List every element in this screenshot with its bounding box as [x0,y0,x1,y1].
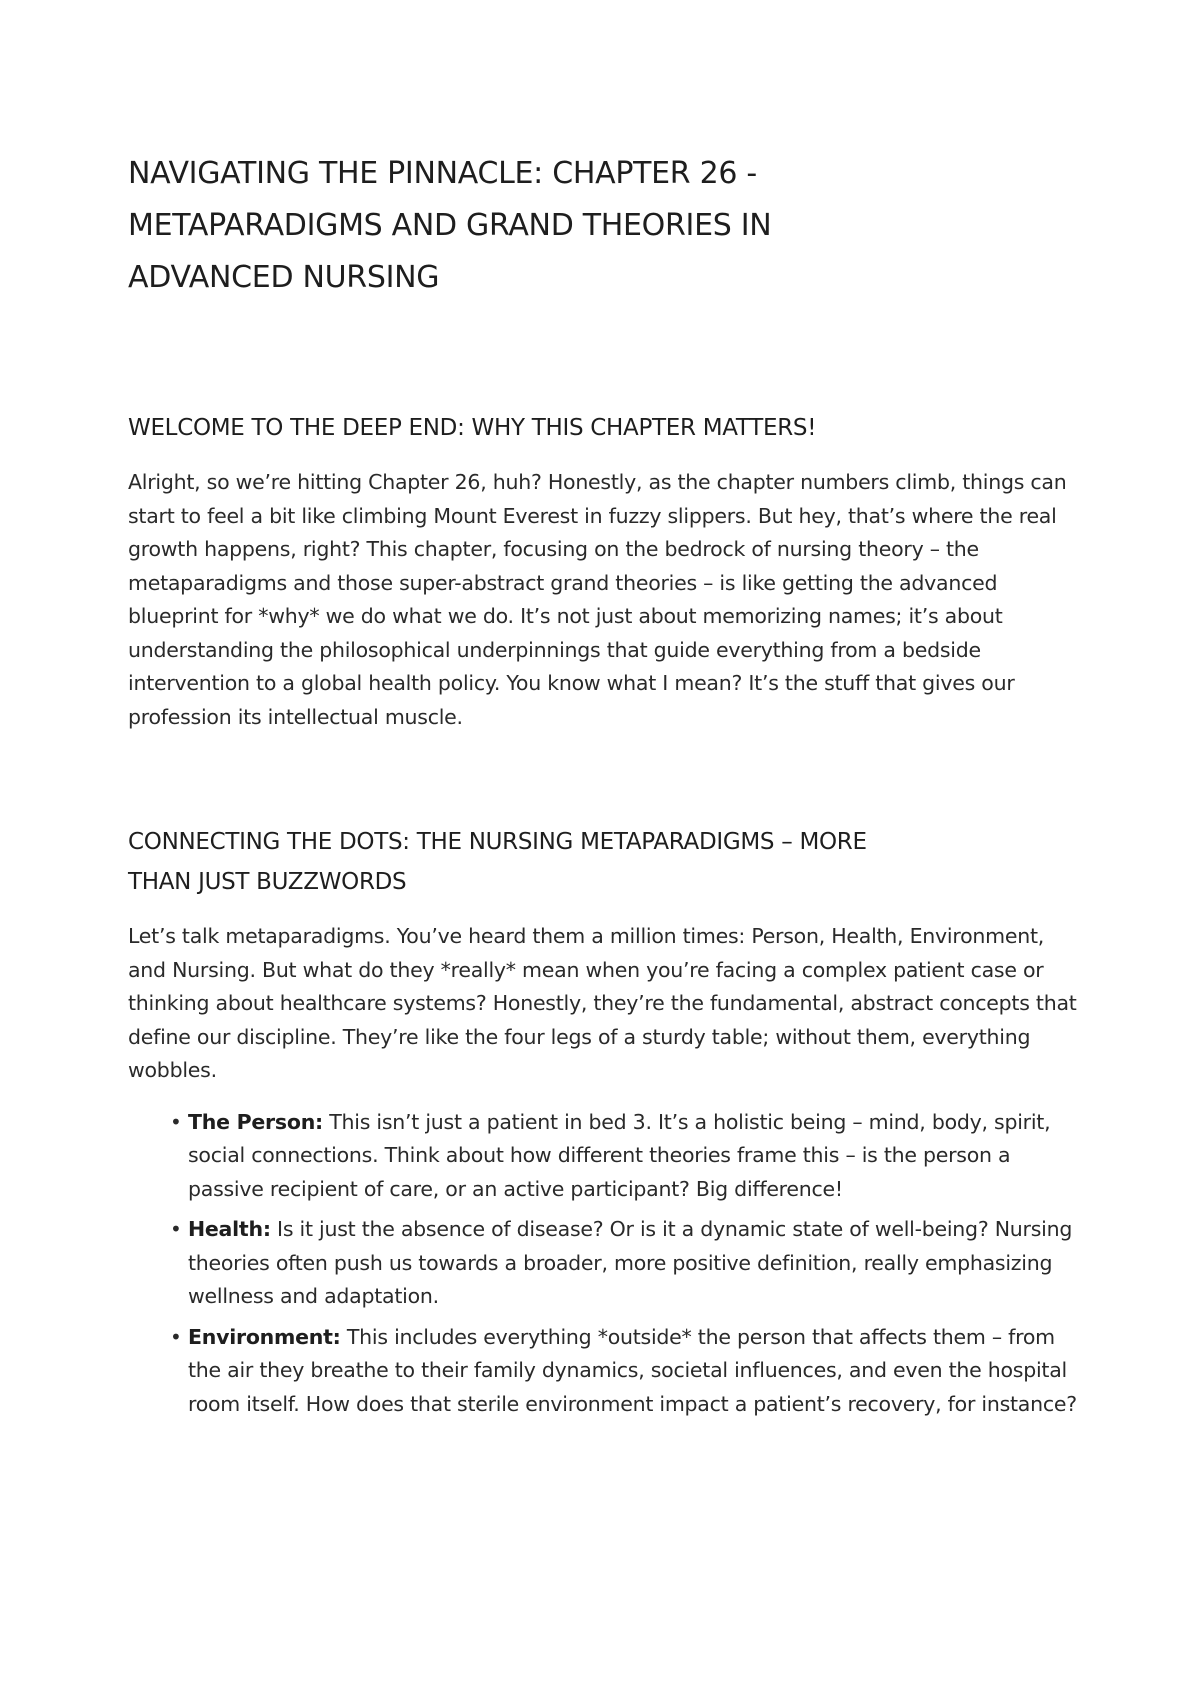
bullet-text: Is it just the absence of disease? Or is it a dynamic state of well-being? Nursing theories often push us towards a broader, more positive definition, really emphasizing wellness and adaptation. [188,1217,1073,1308]
bullet-icon: • [170,1109,182,1134]
title-line: ADVANCED NURSING [128,260,440,295]
bullet-icon: • [170,1217,182,1241]
heading-line: THAN JUST BUZZWORDS [128,869,407,895]
section-welcome [128,408,1088,734]
title-line: METAPARADIGMS AND GRAND THEORIES IN [128,208,772,243]
section-paragraph: Alright, so we’re hitting Chapter 26, huh? Honestly, as the chapter numbers climb, things can start to feel a bit like climbing Mount Everest in fuzzy slippers. But hey, that’s where the real growth happens, right? This chapter, focusing on the bedrock of nursing theory – the metaparadigms and those super-abstract grand theories – is like getting the advanced blueprint for *why* we do what we do. It’s not just about memorizing names; it’s about understanding the philosophical underpinnings that guide everything from a bedside intervention to a global health policy. You know what I mean? It’s the stuff that gives our profession its intellectual muscle. [128,470,1067,729]
list-item-environment [170,1321,1088,1422]
metaparadigm-list [128,1106,1088,1422]
bullet-text: This includes everything *outside* the person that affects them – from the air they breathe to their family dynamics, societal influences, and even the hospital room itself. How does that sterile environment impact a patient’s recovery, for instance? [188,1324,1077,1416]
bullet-term: Health: [188,1217,271,1241]
section-heading: WELCOME TO THE DEEP END: WHY THIS CHAPTER MATTERS! [128,415,817,441]
section-metaparadigms [128,822,1088,1421]
bullet-term: Environment: [188,1324,341,1349]
title-line: NAVIGATING THE PINNACLE: CHAPTER 26 - [128,156,757,191]
section-heading [128,822,1088,902]
bullet-icon: • [170,1324,182,1349]
document-title [128,148,1088,304]
heading-line: CONNECTING THE DOTS: THE NURSING METAPARADIGMS – MORE [128,829,867,855]
section-paragraph: Let’s talk metaparadigms. You’ve heard them a million times: Person, Health, Environment, and Nursing. But what do they *really* mean when you’re facing a complex patient case or thinking about healthcare systems? Honestly, they’re the fundamental, abstract concepts that define our discipline. They’re like the four legs of a sturdy table; without them, everything wobbles. [128,924,1077,1082]
bullet-text: This isn’t just a patient in bed 3. It’s a holistic being – mind, body, spirit, social connections. Think about how different theories frame this – is the person a passive recipient of care, or an active participant? Big difference! [188,1109,1051,1201]
list-item-health [170,1213,1088,1314]
document-page [128,148,1088,1428]
list-item-person [170,1106,1088,1207]
bullet-term: The Person: [188,1109,323,1134]
